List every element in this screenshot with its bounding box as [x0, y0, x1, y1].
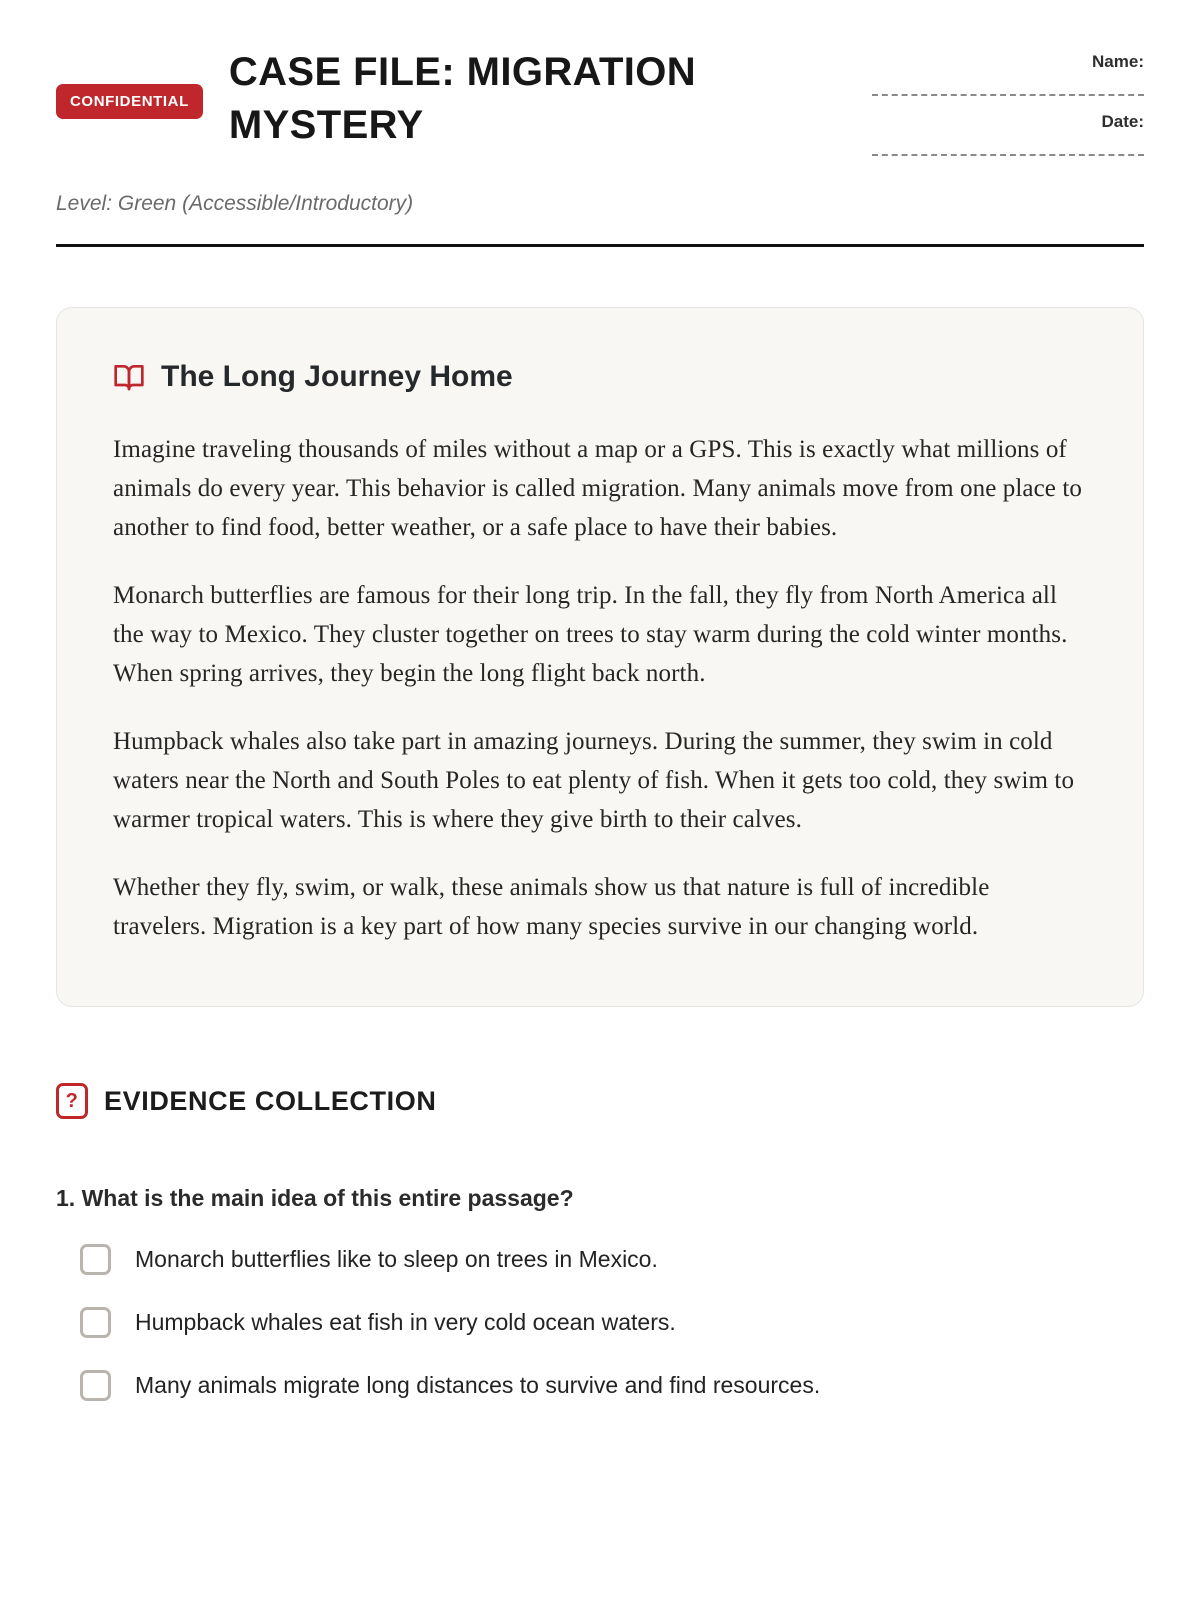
name-label: Name: — [1092, 52, 1144, 71]
page-title: CASE FILE: MIGRATION MYSTERY — [228, 50, 697, 147]
name-input-line[interactable] — [872, 80, 1144, 96]
checkbox[interactable] — [80, 1307, 111, 1338]
checkbox[interactable] — [80, 1244, 111, 1275]
evidence-heading-row — [56, 1083, 1144, 1119]
option-label: Monarch butterflies like to sleep on trees in Mexico. — [135, 1246, 658, 1272]
name-date-block — [872, 46, 1144, 172]
header-divider — [56, 244, 1144, 247]
answer-option-row[interactable] — [80, 1370, 1144, 1401]
level-text: Level: Green (Accessible/Introductory) — [56, 192, 414, 215]
passage-heading: The Long Journey Home — [161, 360, 513, 393]
passage-paragraph: Humpback whales also take part in amazing journeys. During the summer, they swim in cold waters near the North and South Poles to eat plenty of fish. When it gets too cold, they swim to warmer tropical waters. This is where they give birth to their calves. — [113, 728, 1075, 833]
question-1-text: 1. What is the main idea of this entire passage? — [56, 1185, 574, 1211]
date-input-line[interactable] — [872, 140, 1144, 156]
checkbox[interactable] — [80, 1370, 111, 1401]
question-badge-icon: ? — [56, 1083, 88, 1119]
option-label: Humpback whales eat fish in very cold ocean waters. — [135, 1309, 676, 1335]
passage-card — [56, 307, 1144, 1007]
header-left — [56, 46, 729, 152]
passage-paragraph: Imagine traveling thousands of miles without a map or a GPS. This is exactly what millions of animals do every year. This behavior is called migration. Many animals move from one place to another to find food, better weather, or a safe place to have their babies. — [113, 436, 1082, 541]
passage-paragraph: Whether they fly, swim, or walk, these animals show us that nature is full of incredible travelers. Migration is a key part of how many species survive in our changing world. — [113, 874, 990, 940]
confidential-badge: CONFIDENTIAL — [56, 84, 203, 119]
option-label: Many animals migrate long distances to survive and find resources. — [135, 1372, 821, 1398]
passage-heading-row — [113, 360, 1087, 394]
passage-paragraph: Monarch butterflies are famous for their long trip. In the fall, they fly from North America all the way to Mexico. They cluster together on trees to stay warm during the cold winter months. When spring arrives, they begin the long flight back north. — [113, 582, 1068, 687]
evidence-heading: EVIDENCE COLLECTION — [104, 1085, 437, 1116]
book-open-icon — [113, 361, 145, 393]
answer-option-row[interactable] — [80, 1244, 1144, 1275]
answer-option-row[interactable] — [80, 1307, 1144, 1338]
header — [56, 46, 1144, 172]
date-label: Date: — [1101, 112, 1144, 131]
